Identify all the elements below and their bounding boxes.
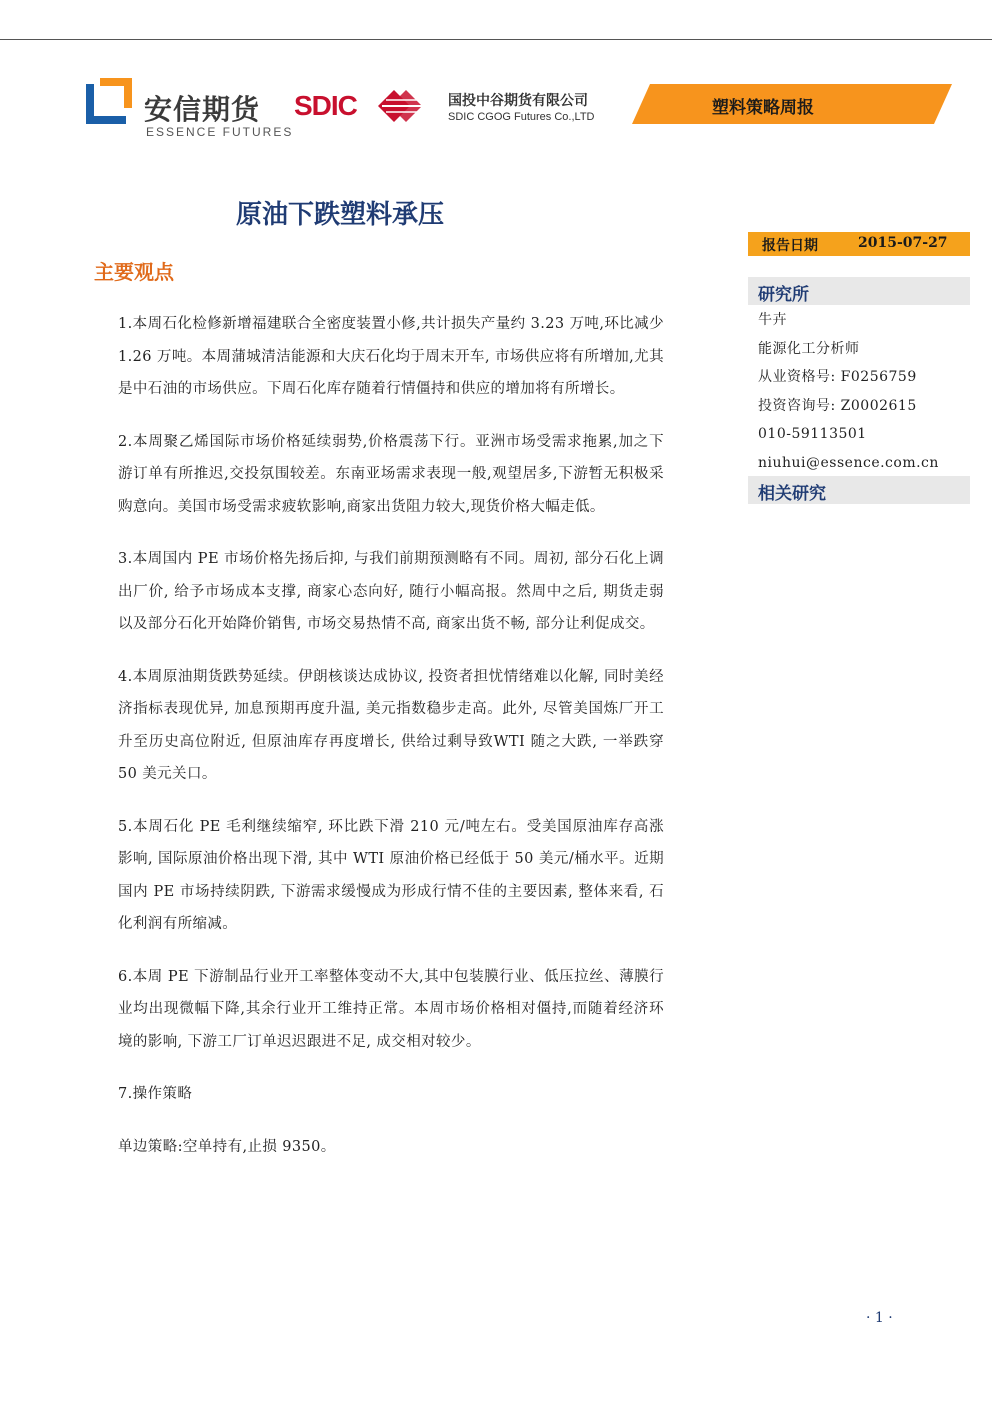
analyst-consult-number: 投资咨询号: Z0002615: [758, 397, 917, 414]
report-date-label: 报告日期: [762, 238, 818, 254]
document-title: 原油下跌塑料承压: [236, 200, 445, 230]
institute-label: 研究所: [758, 285, 809, 305]
paragraph-6: 6.本周 PE 下游制品行业开工率整体变动不大,其中包装膜行业、低压拉丝、薄膜行业均出现微幅下降,其余行业开工维持正常。本周市场价格相对僵持,而随着经济环境的影响, 下游工厂订单迟迟跟进不足, 成交相对较少。: [118, 968, 664, 1050]
sdic-company-name: 国投中谷期货有限公司: [448, 93, 588, 109]
page-number: · 1 ·: [866, 1310, 893, 1326]
report-type-label: 塑料策略周报: [712, 98, 814, 118]
essence-logo-icon: [86, 78, 132, 124]
institute-heading: [748, 277, 970, 305]
essence-logo: [86, 78, 294, 140]
essence-subtitle: ESSENCE FUTURES: [146, 125, 294, 139]
analyst-name: 牛卉: [758, 312, 787, 328]
paragraph-5: 5.本周石化 PE 毛利继续缩窄, 环比跌下滑 210 元/吨左右。受美国原油库存高涨影响, 国际原油价格出现下滑, 其中 WTI 原油价格已经低于 50 美元/桶水平。近期国内 PE 市场持续阴跌, 下游需求缓慢成为形成行情不佳的主要因素, 整体来看, 石化利润有所缩减。: [118, 818, 664, 932]
report-date-value: 2015-07-27: [858, 235, 948, 251]
analyst-info: [758, 308, 939, 479]
sdic-diamond-icon: [376, 88, 432, 124]
sdic-logo: [294, 86, 624, 130]
report-type-banner: [632, 84, 952, 124]
paragraph-3: 3.本周国内 PE 市场价格先扬后抑, 与我们前期预测略有不同。周初, 部分石化上调出厂价, 给予市场成本支撑, 商家心态向好, 随行小幅高报。然周中之后, 期货走弱以及部分石化开始降价销售, 市场交易热情不高, 商家出货不畅, 部分让利促成交。: [118, 551, 664, 632]
report-date-bar: [748, 232, 970, 256]
paragraph-4: 4.本周原油期货跌势延续。伊朗核谈达成协议, 投资者担忧情绪难以化解, 同时美经济指标表现优异, 加息预期再度升温, 美元指数稳步走高。此外, 尽管美国炼厂开工升至历史高位附近, 但原油库存再度增长, 供给过剩导致WTI 随之大跌, 一举跌穿 50 美元关口。: [118, 668, 664, 782]
related-research-label: 相关研究: [758, 484, 826, 504]
analyst-email[interactable]: niuhui@essence.com.cn: [758, 454, 939, 471]
analyst-title: 能源化工分析师: [758, 340, 860, 357]
related-research-heading: [748, 476, 970, 504]
analyst-qualification: 从业资格号: F0256759: [758, 369, 917, 385]
essence-name: 安信期货: [144, 93, 261, 126]
sdic-company-english: SDIC CGOG Futures Co.,LTD: [448, 111, 595, 123]
main-points-body: [118, 308, 664, 1183]
paragraph-8: 单边策略:空单持有,止损 9350。: [118, 1138, 336, 1155]
paragraph-1: 1.本周石化检修新增福建联合全密度装置小修,共计损失产量约 3.23 万吨,环比减少 1.26 万吨。本周蒲城清洁能源和大庆石化均于周末开车, 市场供应将有所增加,尤其是中石油的市场供应。下周石化库存随着行情僵持和供应的增加将有所增长。: [118, 316, 664, 397]
paragraph-2: 2.本周聚乙烯国际市场价格延续弱势,价格震荡下行。亚洲市场受需求拖累,加之下游订单有所推迟,交投氛围较差。东南亚场需求表现一般,观望居多,下游暂无积极采购意向。美国市场受需求疲软影响,商家出货阻力较大,现货价格大幅走低。: [118, 433, 664, 515]
sdic-wordmark: SDIC: [294, 90, 357, 121]
top-rule: [0, 39, 992, 40]
paragraph-7: 7.操作策略: [118, 1086, 193, 1102]
section-heading: 主要观点: [94, 260, 174, 284]
analyst-phone: 010-59113501: [758, 426, 867, 442]
